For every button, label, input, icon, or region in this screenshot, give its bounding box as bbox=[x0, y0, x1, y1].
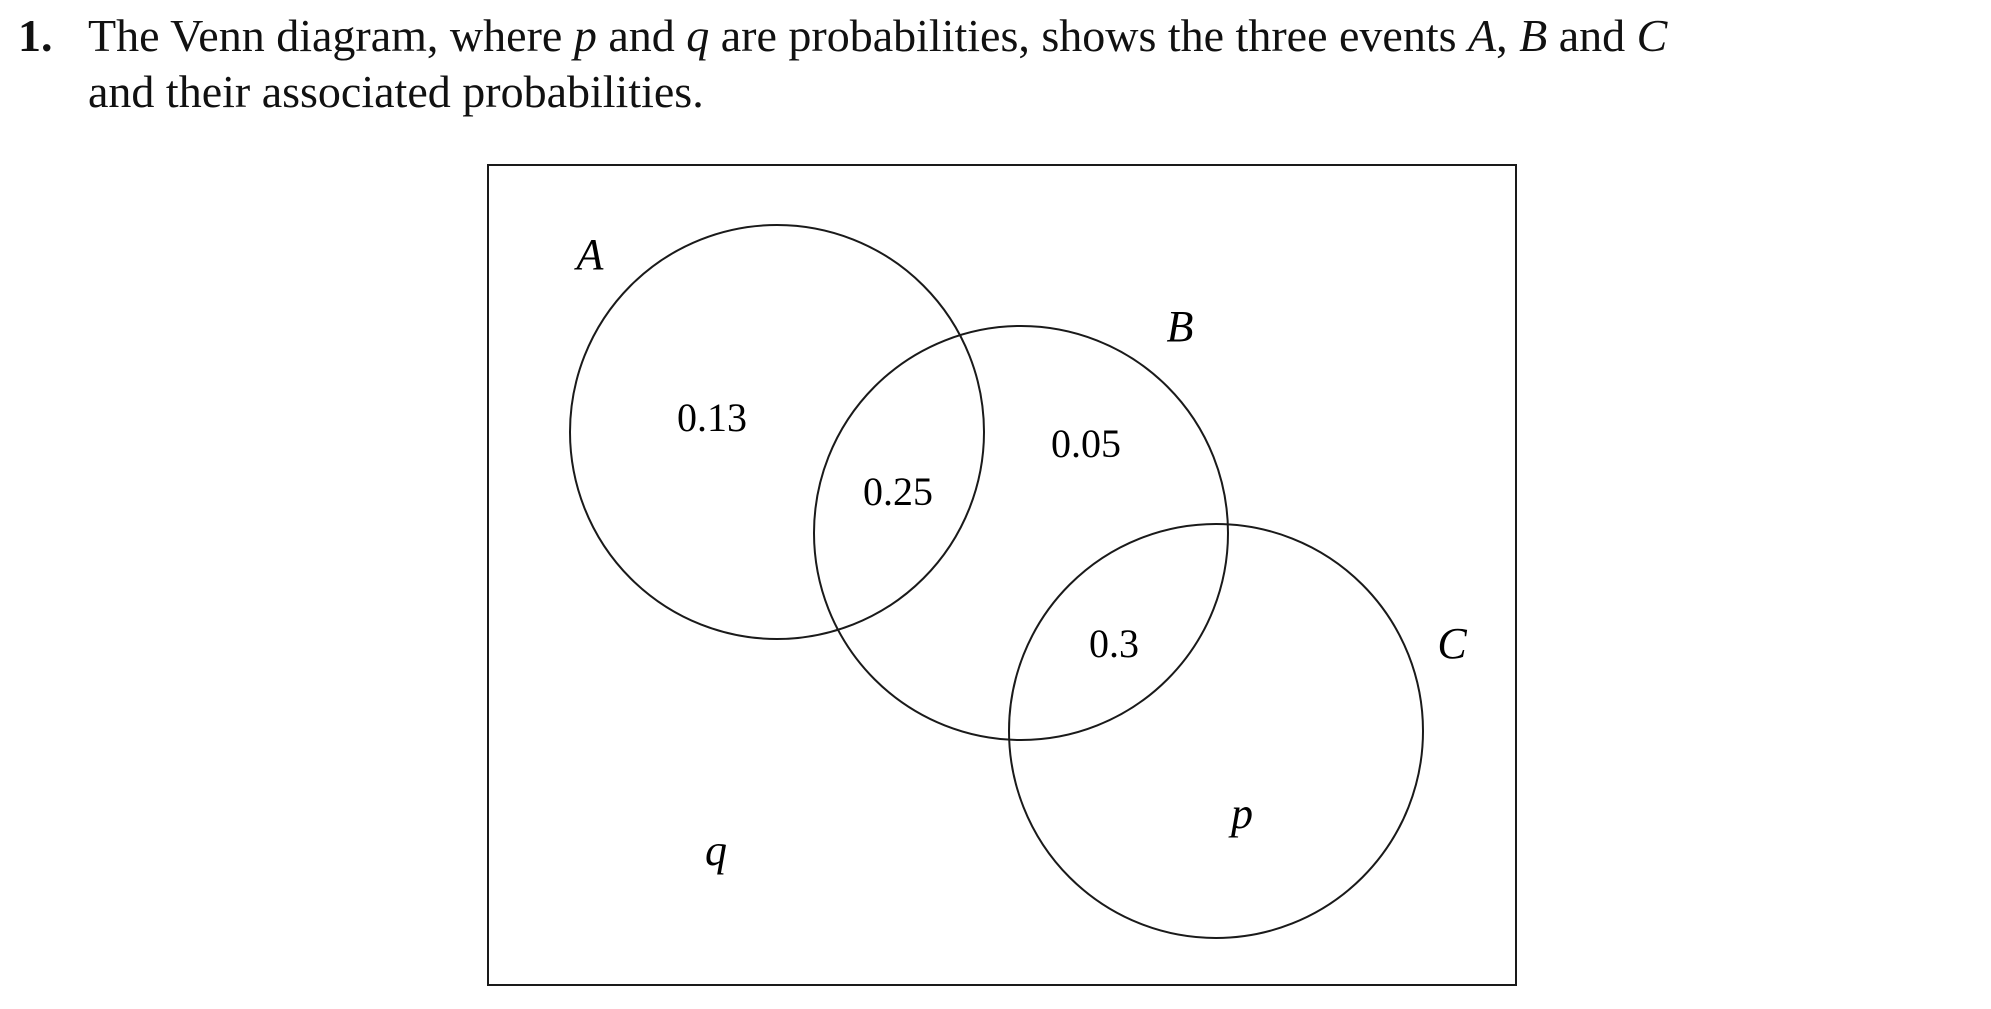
question-line-2: and their associated probabilities. bbox=[88, 66, 704, 117]
region-outside: q bbox=[705, 826, 727, 875]
event-a: A bbox=[1468, 10, 1497, 61]
text-segment: are probabilities, shows the three events bbox=[709, 10, 1469, 61]
variable-p: p bbox=[573, 10, 597, 61]
event-c: C bbox=[1636, 10, 1668, 61]
question-number: 1. bbox=[18, 10, 53, 61]
label-a: A bbox=[576, 230, 604, 279]
region-c-only: p bbox=[1231, 789, 1253, 838]
region-b-and-c: 0.3 bbox=[1089, 621, 1139, 666]
circle-b bbox=[814, 326, 1228, 740]
label-c: C bbox=[1437, 619, 1467, 668]
region-a-and-b: 0.25 bbox=[863, 469, 933, 514]
text-segment: , bbox=[1496, 10, 1520, 61]
sample-space-box bbox=[488, 165, 1516, 985]
circle-a bbox=[570, 225, 984, 639]
region-a-only: 0.13 bbox=[677, 395, 747, 440]
variable-q: q bbox=[686, 10, 710, 61]
text-segment: and bbox=[596, 10, 687, 61]
label-b: B bbox=[1166, 302, 1194, 351]
event-b: B bbox=[1519, 10, 1548, 61]
text-segment: and bbox=[1547, 10, 1637, 61]
text-segment: The Venn diagram, where bbox=[88, 10, 574, 61]
region-b-only: 0.05 bbox=[1051, 421, 1121, 466]
circle-c bbox=[1009, 524, 1423, 938]
